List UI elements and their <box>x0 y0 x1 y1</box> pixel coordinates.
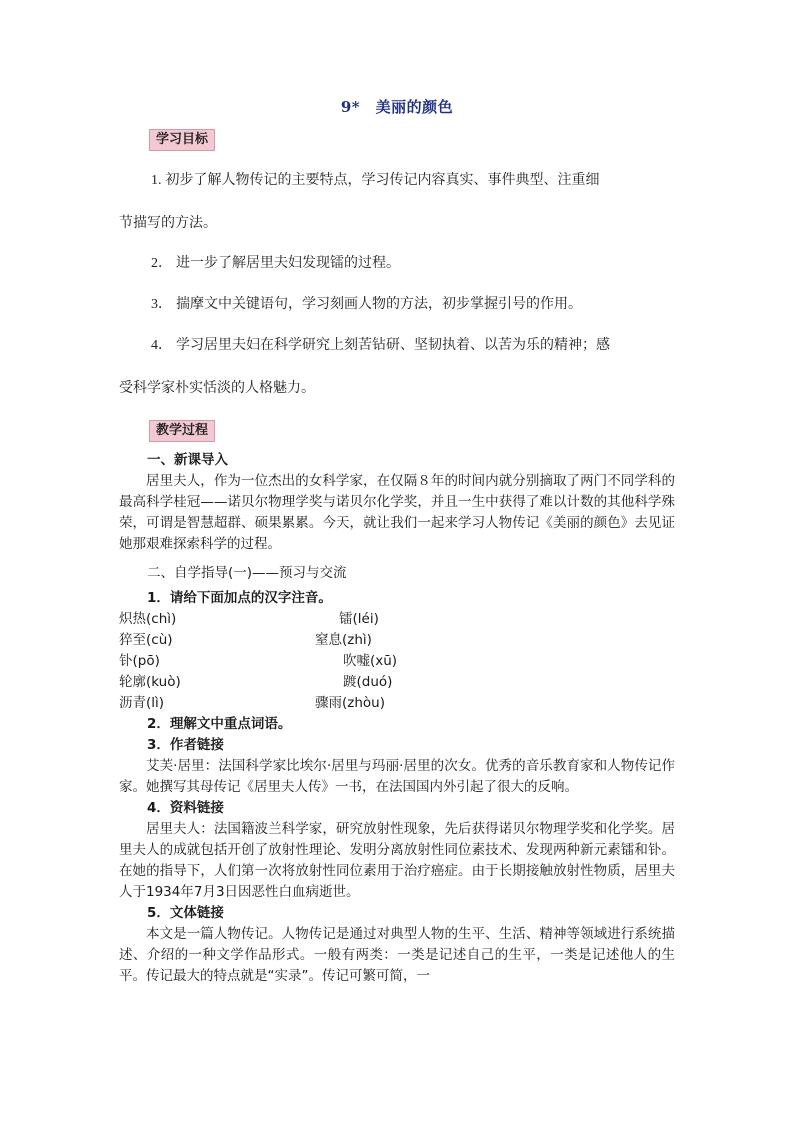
objective-number: 3． <box>151 297 172 312</box>
objective-text: 进一步了解居里夫妇发现镭的过程。 <box>176 255 400 271</box>
objective-2 <box>119 253 675 274</box>
objective-number: 2． <box>151 256 172 271</box>
pinyin-item: 镭(léi) <box>339 611 379 627</box>
objective-1 <box>119 170 675 233</box>
teaching-process <box>119 450 675 987</box>
pinyin-item: 轮廓(kuò) <box>119 674 181 690</box>
question-2: 2．理解文中重点词语。 <box>147 716 292 732</box>
pinyin-list <box>119 609 675 714</box>
objective-number: 4． <box>151 338 172 353</box>
section-label-process: 教学过程 <box>149 420 215 442</box>
objective-text: 揣摩文中关键语句，学习刻画人物的方法，初步掌握引号的作用。 <box>176 296 582 312</box>
pinyin-item: 窒息(zhì) <box>315 632 372 648</box>
objective-3 <box>119 294 675 315</box>
objective-text: 初步了解人物传记的主要特点，学习传记内容真实、事件典型、注重细 <box>165 172 600 188</box>
genre-paragraph: 本文是一篇人物传记。人物传记是通过对典型人物的生平、生活、精神等领域进行系统描述、介绍的一种文学作品形式。一般有两类：一类是记述自己的生平，一类是记述他人的生平。传记最大的特点就是“实录”。传记可繁可简，一 <box>119 926 675 984</box>
pinyin-item: 吹嘘(xū) <box>343 653 398 669</box>
intro-paragraph: 居里夫人，作为一位杰出的女科学家，在仅隔８年的时间内就分别摘取了两门不同学科的最高科学桂冠——诺贝尔物理学奖与诺贝尔化学奖，并且一生中获得了难以计数的其他科学殊荣，可谓是智慧超群、硕果累累。今天，就让我们一起来学习人物传记《美丽的颜色》去见证她那艰难探索科学的过程。 <box>119 473 675 552</box>
objective-text-cont: 受科学家朴实恬淡的人格魅力。 <box>119 380 315 396</box>
self-study-heading: 二、自学指导(一)——预习与交流 <box>147 565 347 581</box>
section-label-objectives: 学习目标 <box>149 129 215 151</box>
material-paragraph: 居里夫人：法国籍波兰科学家，研究放射性现象，先后获得诺贝尔物理学奖和化学奖。居里夫人的成就包括开创了放射性理论、发明分离放射性同位素技术、发现两种新元素镭和钋。在她的指导下，人们第一次将放射性同位素用于治疗癌症。由于长期接触放射性物质，居里夫人于1934年7月3日因恶性白血病逝世。 <box>119 821 675 900</box>
objective-text: 学习居里夫妇在科学研究上刻苦钻研、坚韧执着、以苦为乐的精神；感 <box>176 337 610 353</box>
question-4: 4．资料链接 <box>147 800 224 816</box>
objective-4 <box>119 335 675 398</box>
question-1: 1．请给下面加点的汉字注音。 <box>147 590 332 606</box>
question-5: 5．文体链接 <box>147 905 224 921</box>
question-3: 3．作者链接 <box>147 737 224 753</box>
pinyin-item: 骤雨(zhòu) <box>315 695 385 711</box>
objective-text-cont: 节描写的方法。 <box>119 215 217 231</box>
pinyin-item: 钋(pō) <box>119 653 160 669</box>
page-title: 9* 美丽的颜色 <box>340 98 454 116</box>
author-paragraph: 艾芙·居里：法国科学家比埃尔·居里与玛丽·居里的次女。优秀的音乐教育家和人物传记作家。她撰写其母传记《居里夫人传》一书，在法国国内外引起了很大的反响。 <box>119 758 675 795</box>
objective-number: 1. <box>151 173 162 188</box>
pinyin-item: 猝至(cù) <box>119 632 173 648</box>
pinyin-item: 沥青(lì) <box>119 695 165 711</box>
pinyin-item: 炽热(chì) <box>119 611 177 627</box>
intro-heading: 一、新课导入 <box>147 452 228 468</box>
pinyin-item: 踱(duó) <box>343 674 393 690</box>
